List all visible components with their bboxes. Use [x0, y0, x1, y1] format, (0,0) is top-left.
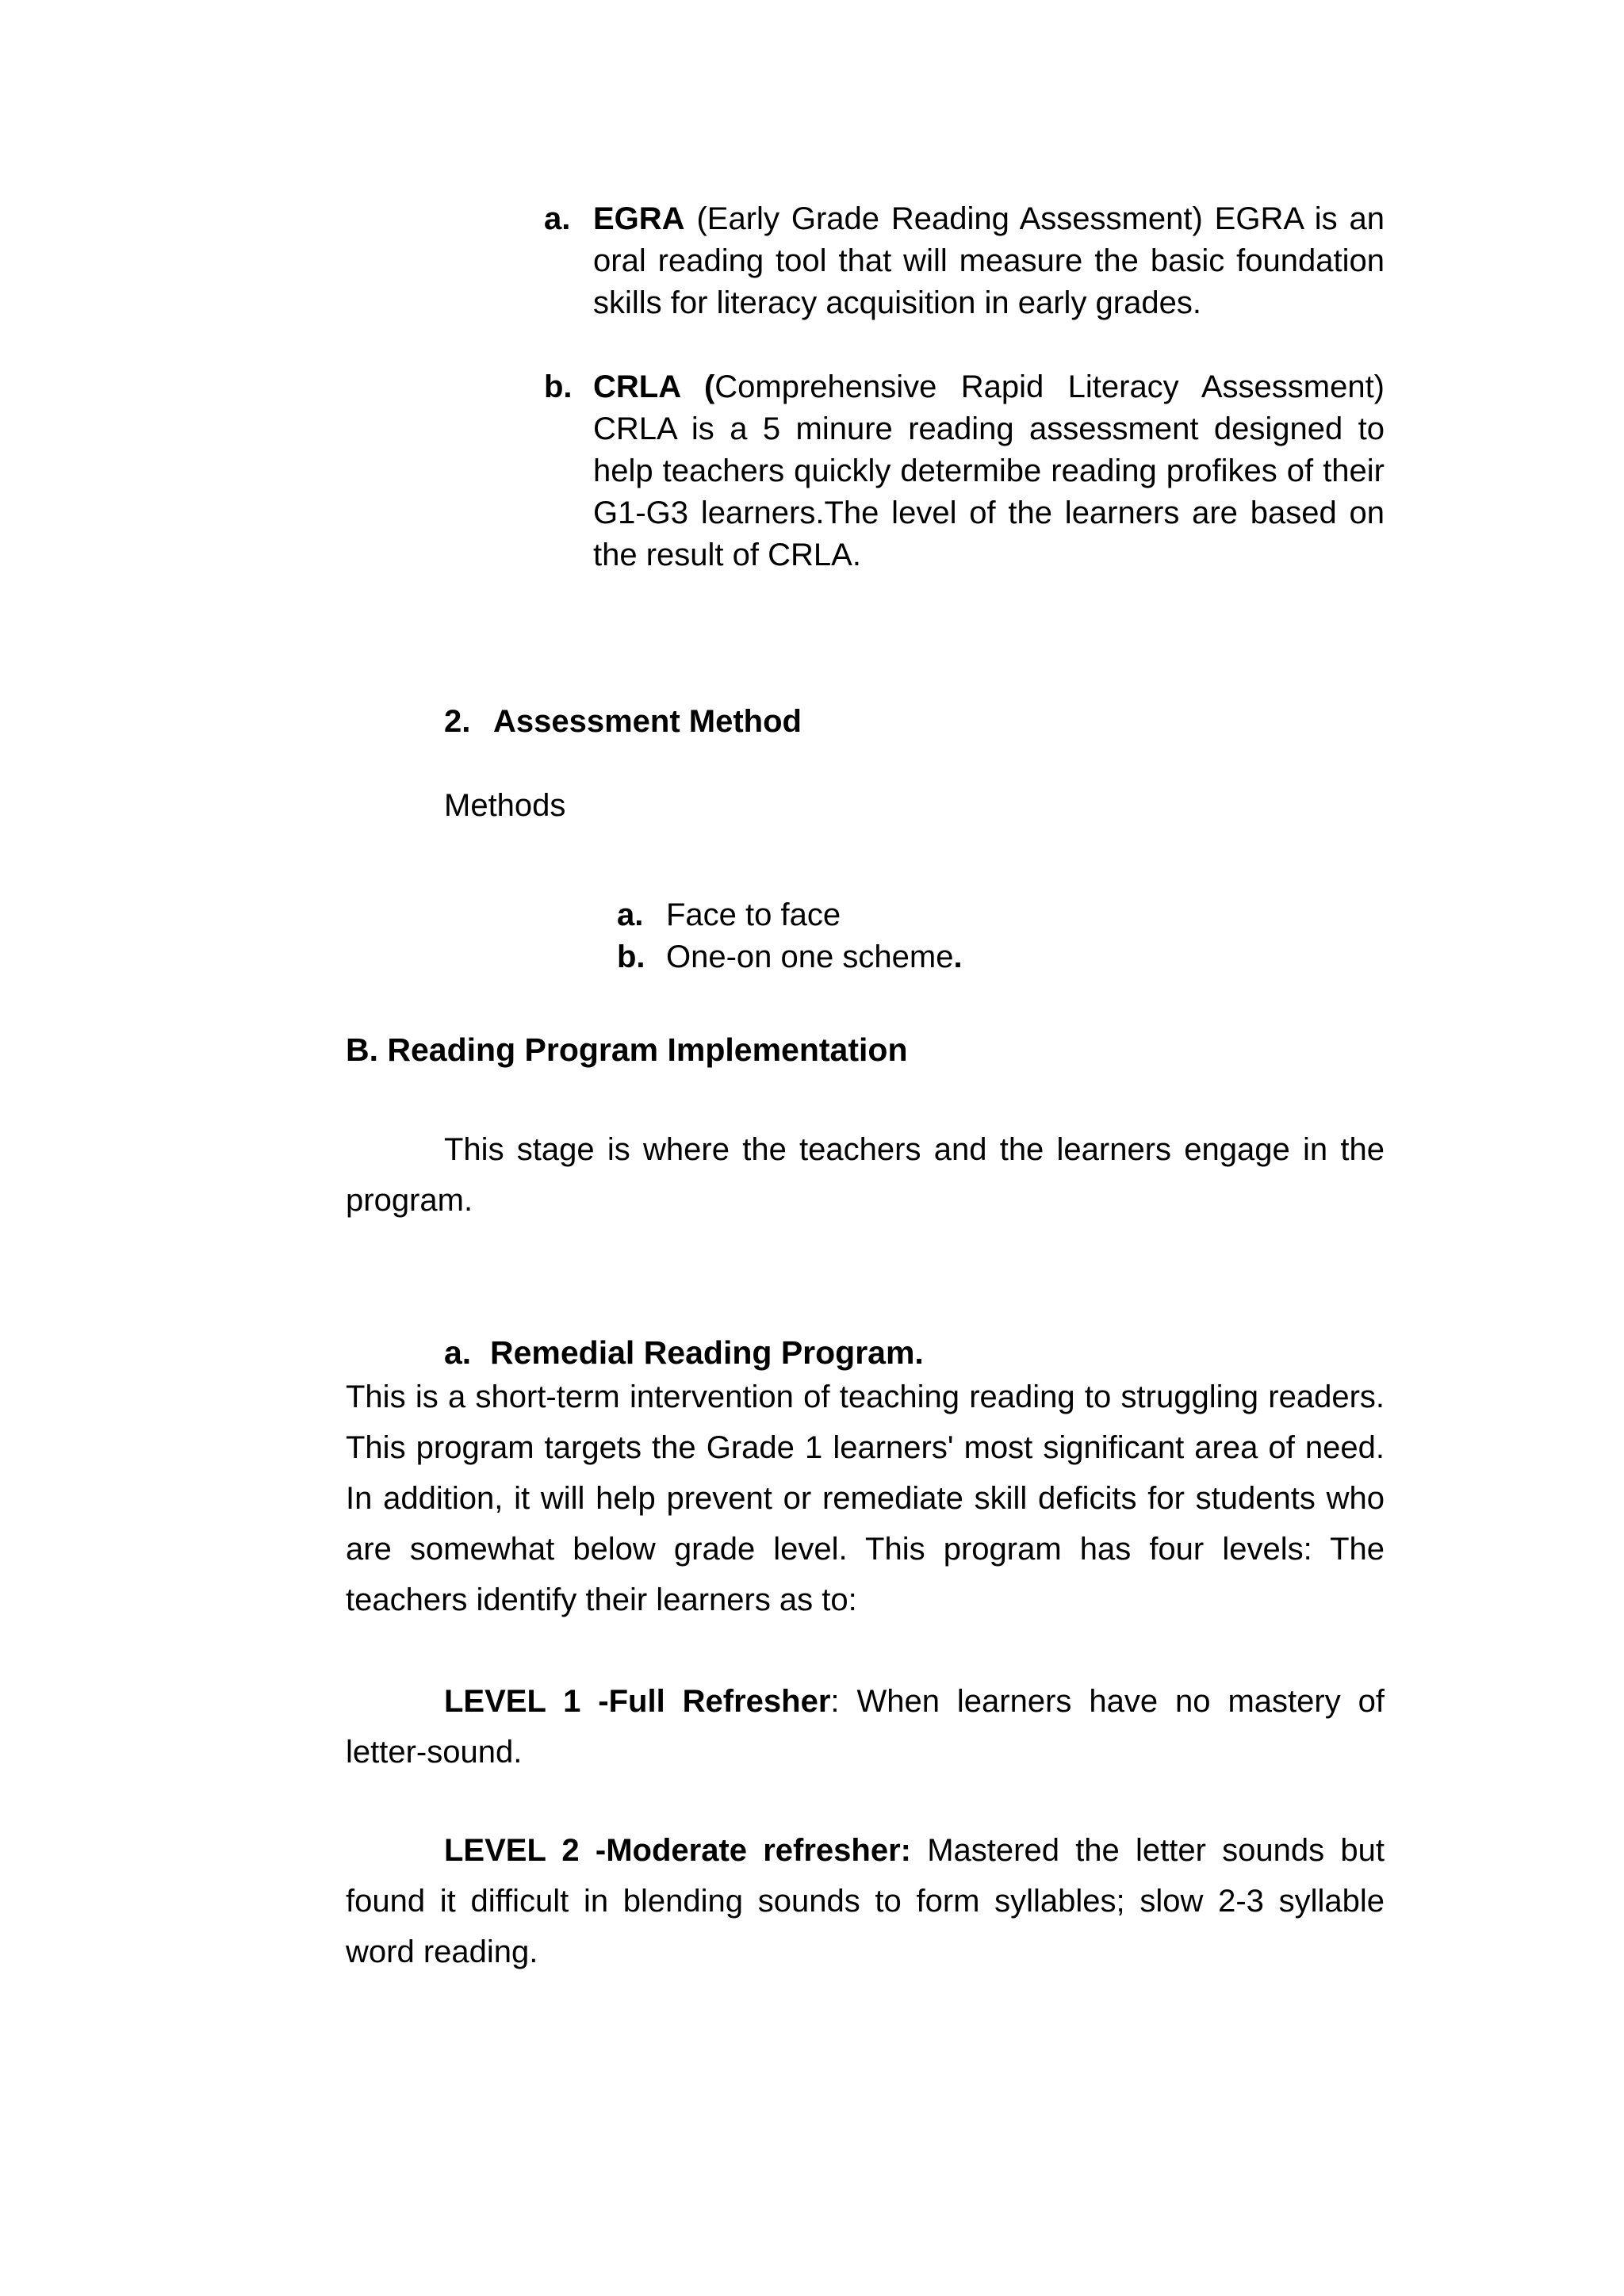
- assessment-title: CRLA (: [593, 369, 715, 404]
- level-sep: [911, 1833, 927, 1868]
- heading-text: Remedial Reading Program.: [490, 1334, 924, 1371]
- level-text: Mastered the letter sounds but found it difficult in blending sounds to form syllables; slow 2-3 syllable word reading.: [346, 1833, 1385, 1969]
- method-suffix: .: [953, 939, 963, 974]
- heading-text: Assessment Method: [493, 704, 802, 739]
- assessment-method-heading: [444, 701, 802, 743]
- list-marker: a.: [617, 897, 644, 932]
- list-marker: a.: [544, 201, 571, 236]
- level-label: LEVEL 1 -Full Refresher: [444, 1684, 831, 1719]
- heading-number: 2.: [444, 704, 471, 739]
- assessment-item-crla: [544, 366, 1385, 576]
- level-sep: :: [830, 1684, 857, 1719]
- method-text: Face to face: [666, 897, 841, 932]
- assessment-text: Comprehensive Rapid Literacy Assessment) CRLA is a 5 minure reading assessment designed to help teachers quickly determibe reading profikes of their G1-G3 learners.The level of the learners are based on the result of CRLA.: [593, 369, 1385, 572]
- level-text: When learners have no mastery of letter-sound.: [346, 1684, 1385, 1770]
- assessment-body: [593, 366, 1385, 576]
- assessment-text: (Early Grade Reading Assessment) EGRA is an oral reading tool that will measure the basic foundation skills for literacy acquisition in early grades.: [593, 201, 1385, 320]
- section-heading: B. Reading Program Implementation: [346, 1031, 908, 1068]
- assessment-body: [593, 198, 1385, 324]
- list-marker: b.: [617, 939, 645, 974]
- level-2-paragraph: [346, 1825, 1385, 1977]
- level-label: LEVEL 2 -Moderate refresher:: [444, 1833, 911, 1868]
- method-item: [617, 894, 841, 936]
- remedial-program-heading: [444, 1332, 924, 1374]
- list-marker: b.: [544, 369, 573, 404]
- methods-label: Methods: [444, 788, 566, 823]
- intro-paragraph: This stage is where the teachers and the learners engage in the program.: [346, 1132, 1385, 1218]
- method-text: One-on one scheme: [666, 939, 954, 974]
- assessment-item-egra: [544, 198, 1385, 324]
- heading-number: a.: [444, 1334, 472, 1371]
- assessment-title: EGRA: [593, 201, 685, 236]
- method-item: [617, 936, 963, 978]
- description-paragraph: This is a short-term intervention of teaching reading to struggling readers. This program targets the Grade 1 learners' most significant area of need. In addition, it will help prevent or remediate skill deficits for students who are somewhat below grade level. This program has four levels: The teachers identify their learners as to:: [346, 1380, 1385, 1617]
- level-1-paragraph: [346, 1676, 1385, 1777]
